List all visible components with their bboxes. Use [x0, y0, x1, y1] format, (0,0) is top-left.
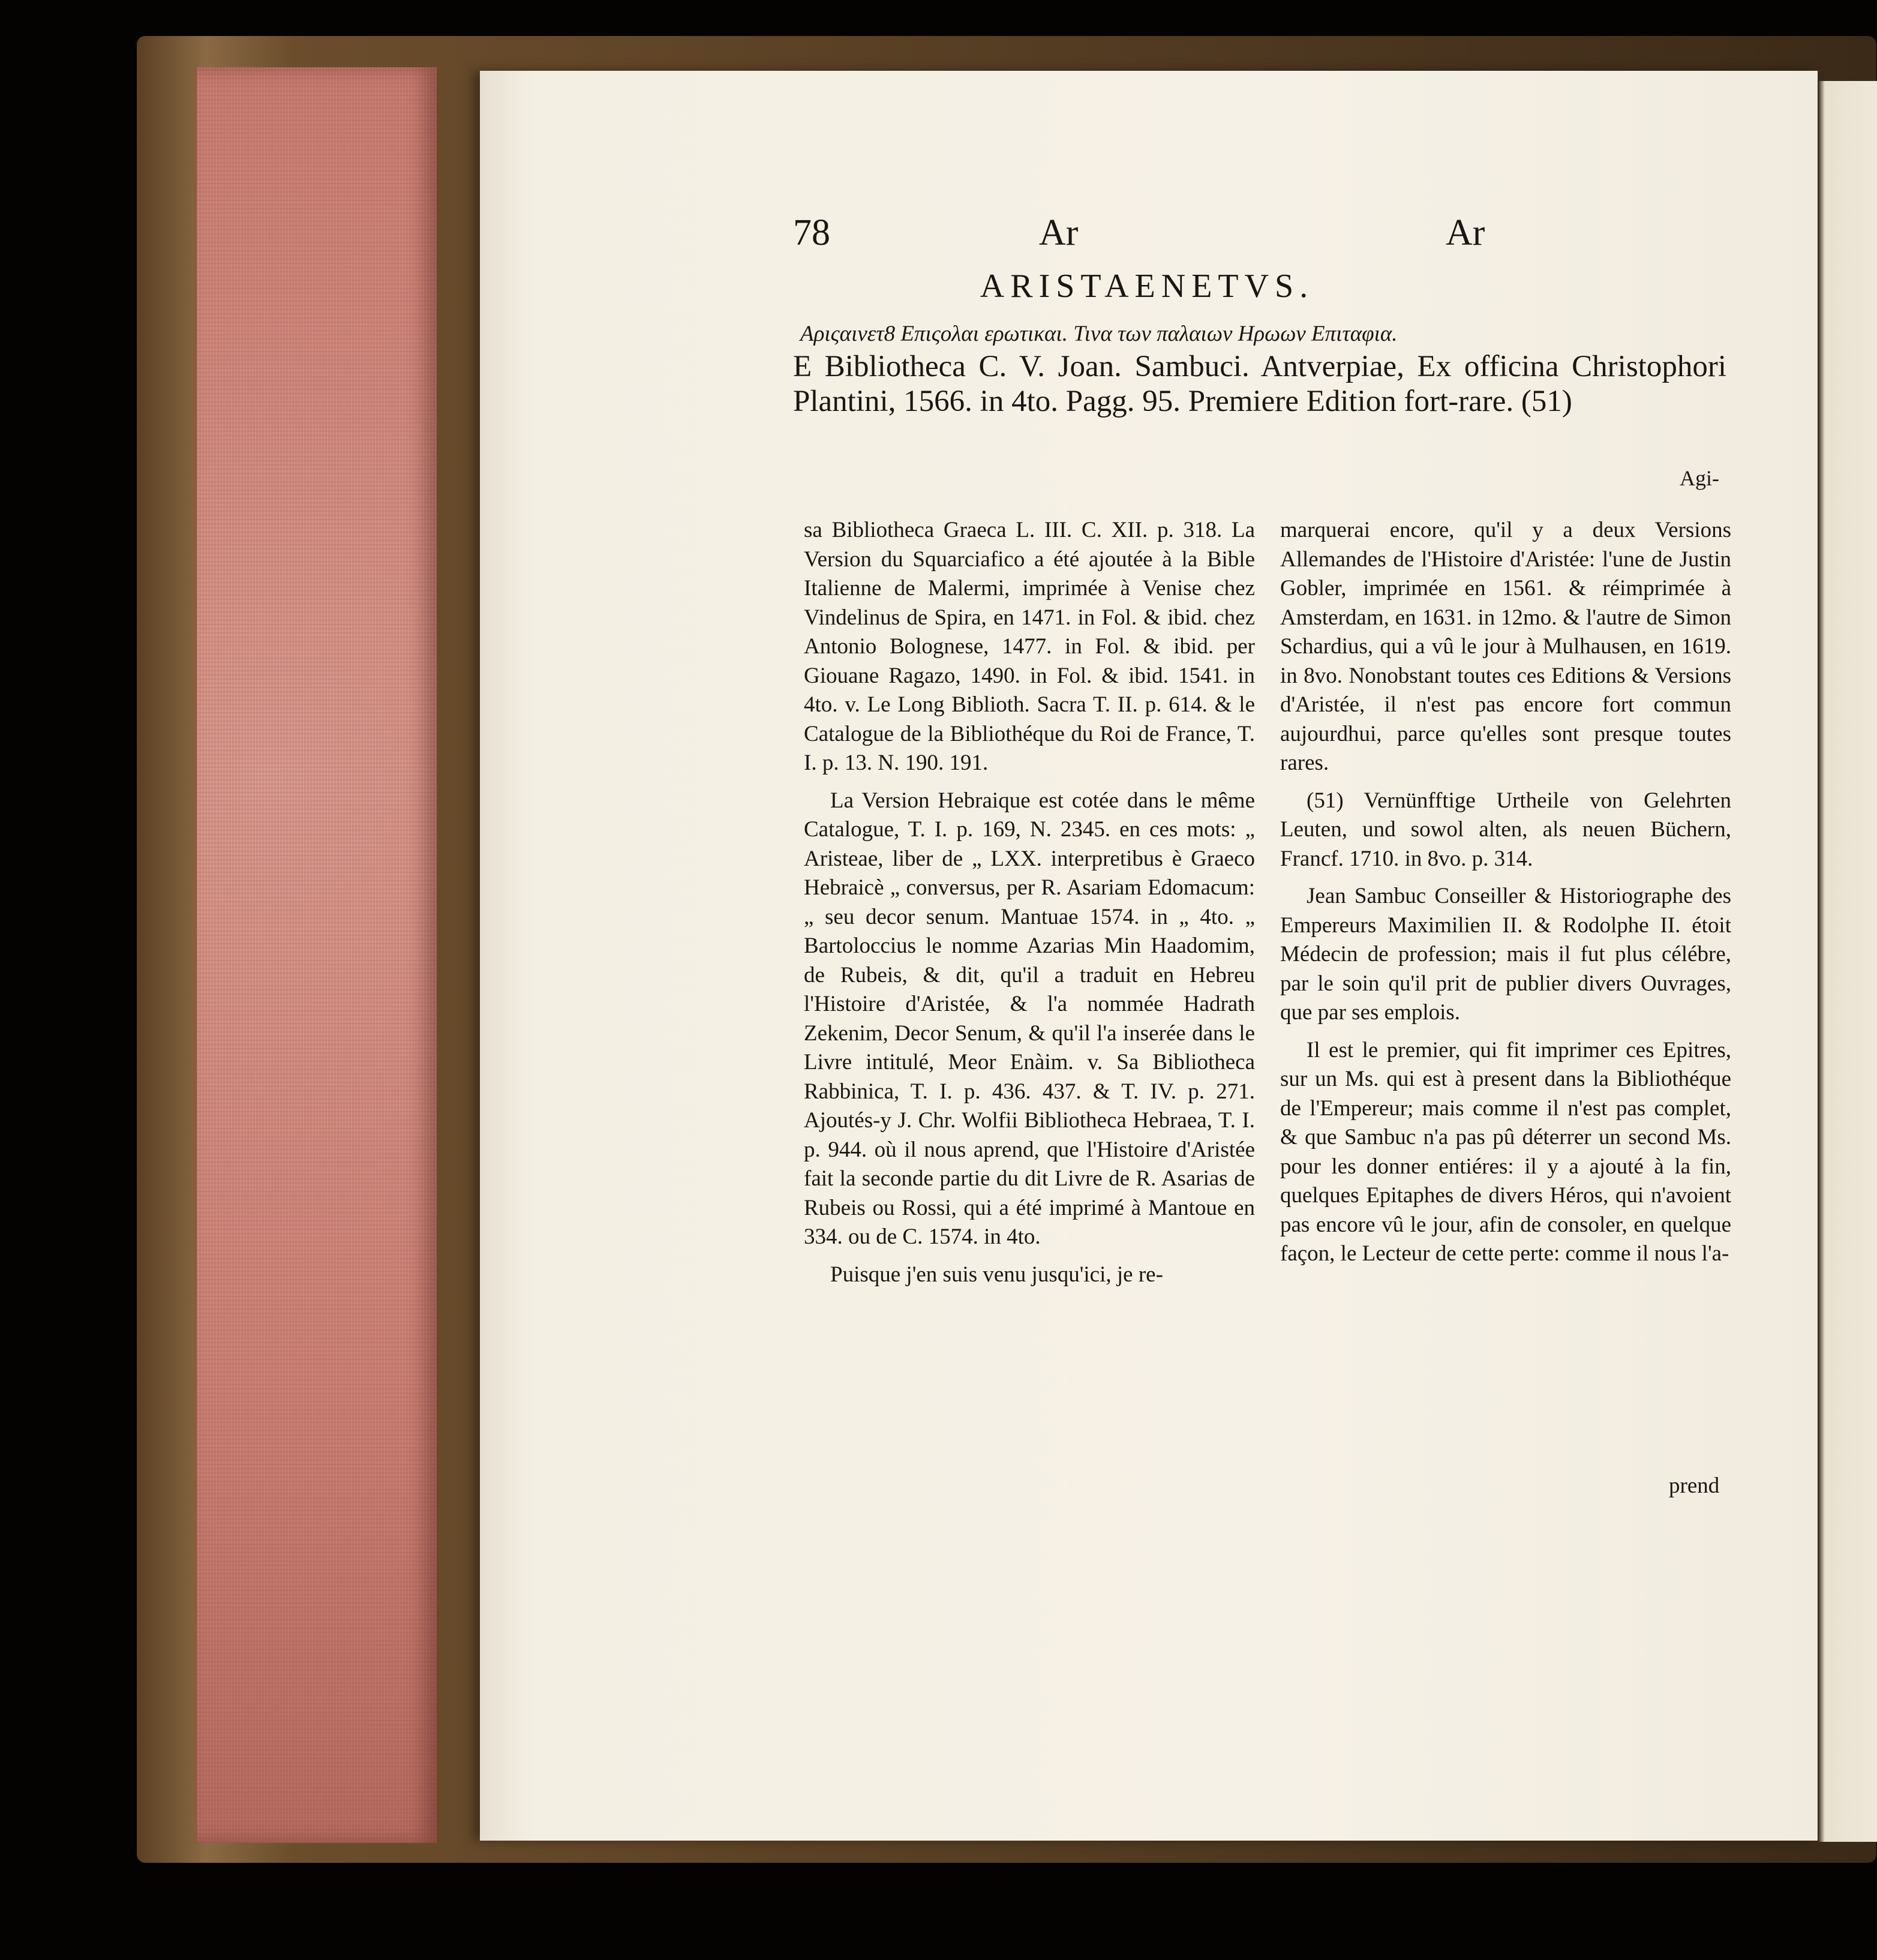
paragraph: Puisque j'en suis venu jusqu'ici, je re- [830, 1262, 1163, 1287]
running-head-right: Ar [1446, 212, 1485, 253]
paragraph: marquerai encore, qu'il y a deux Versions Allemandes de l'Histoire d'Aristée: l'une de Justin Gobler, imprimée en 1561. & réimprimée à Amsterdam, en 1631. in 12mo. & l'autre de Simon Schardius, qui a vû le jour à Mulhausen, en 1619. in 8vo. Nonobstant toutes ces Editions & Versions d'Aristée, il n'est pas encore fort commun aujourdhui, parce qu'elles sont presque toutes rares. [1280, 518, 1731, 775]
page-edges [193, 67, 437, 1843]
greek-title-line: Αριςαινετ8 Επιςολαι ερωτικαι. Τινα των παλαιων Ηρωων Επιταφια. [800, 322, 1398, 346]
page-number: 78 [793, 212, 830, 253]
footnote: (51) Vernünfftige Urtheile von Gelehrten Leuten, und sowol alten, als neuen Büchern, Francf. 1710. in 8vo. p. 314. [1280, 788, 1731, 871]
left-column [804, 516, 1255, 1298]
catchword-top: Agi- [1680, 466, 1719, 490]
paragraph: Jean Sambuc Conseiller & Historiographe des Empereurs Maximilien II. & Rodolphe II. étoit Médecin de profession; mais il fut plus célébre, par le soin qu'il prit de publier divers Ouvrages, que par ses emplois. [1280, 884, 1731, 1025]
paragraph: La Version Hebraique est cotée dans le même Catalogue, T. I. p. 169, N. 2345. en ces mots: „ Aristeae, liber de „ LXX. interpretibus è Graeco Hebraicè „ conversus, per R. Asariam Edomacum: „ seu decor senum. Mantuae 1574. in „ 4to. „ Bartoloccius le nomme Azarias Min Haadomim, de Rubeis, & dit, qu'il a traduit en Hebreu l'Histoire d'Aristée, & l'a nommée Hadrath Zekenim, Decor Senum, & qu'il l'a inserée dans le Livre intitulé, Meor Enàim. v. Sa Bibliotheca Rabbinica, T. I. p. 436. 437. & T. IV. p. 271. Ajoutés-y J. Chr. Wolfii Bibliotheca Hebraea, T. I. p. 944. où il nous aprend, que l'Histoire d'Aristée fait la seconde partie du dit Livre de R. Asarias de Rubeis ou Rossi, qui a été imprimé à Mantoue en 334. ou de C. 1574. in 4to. [804, 788, 1255, 1249]
catchword-bottom: prend [1669, 1473, 1720, 1498]
paragraph: Il est le premier, qui fit imprimer ces Epitres, sur un Ms. qui est à present dans la Bibliothéque de l'Empereur; mais comme il n'est pas complet, & que Sambuc n'a pas pû déterrer un second Ms. pour les donner entiéres: il y a ajouté à la fin, quelques Epitaphes de divers Héros, qui n'avoient pas encore vû le jour, afin de consoler, en quelque façon, le Lecteur de cette perte: comme il nous l'a- [1280, 1037, 1731, 1266]
running-head-left: Ar [1039, 212, 1079, 253]
entry-title: ARISTAENETVS. [980, 268, 1314, 305]
paragraph: sa Bibliotheca Graeca L. III. C. XII. p. 318. La Version du Squarciafico a été ajoutée à la Bible Italienne de Malermi, imprimée à Venise chez Vindelinus de Spira, en 1471. in Fol. & ibid. chez Antonio Bolognese, 1477. in Fol. & ibid. per Giouane Ragazo, 1490. in Fol. & ibid. 1541. in 4to. v. Le Long Biblioth. Sacra T. II. p. 614. & le Catalogue de la Bibliothéque du Roi de France, T. I. p. 13. N. 190. 191. [804, 518, 1255, 775]
facing-page-edge [1818, 81, 1877, 1842]
imprint-line: E Bibliotheca C. V. Joan. Sambuci. Antverpiae, Ex officina Christophori Plantini, 1566. in 4to. Pagg. 95. Premiere Edition fort-rare. (51) [793, 350, 1726, 418]
right-column [1280, 516, 1731, 1277]
